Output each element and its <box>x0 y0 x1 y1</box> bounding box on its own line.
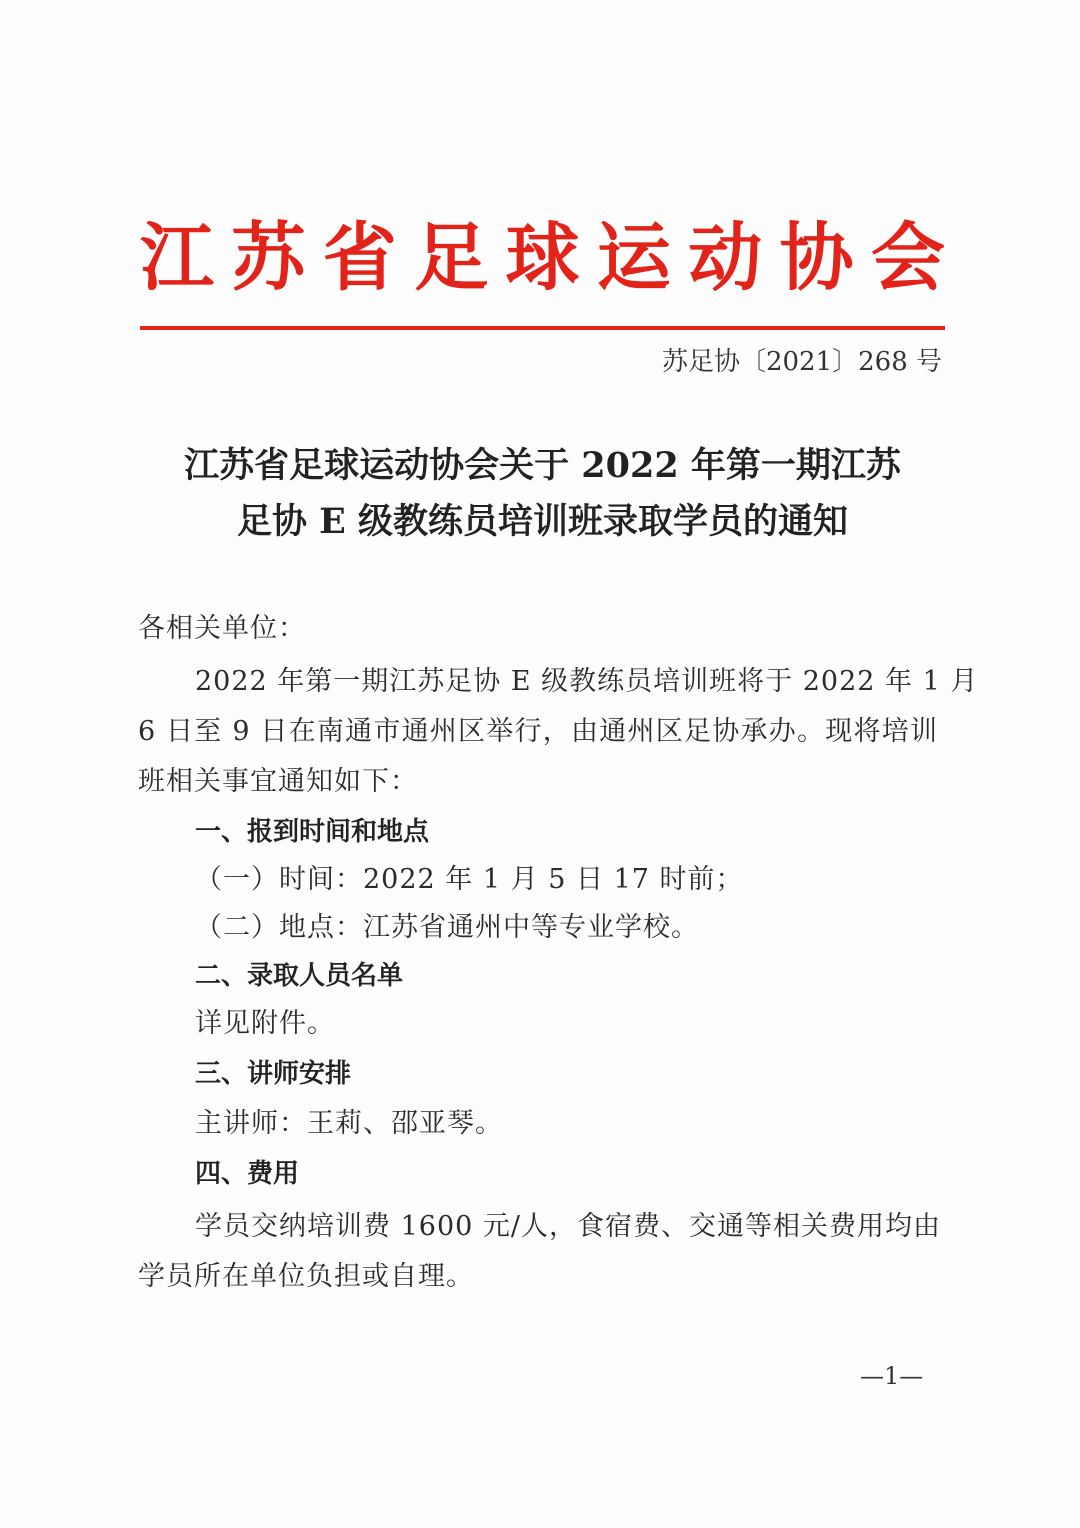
section-1-place: （二）地点：江苏省通州中等专业学校。 <box>195 912 699 943</box>
section-2-heading: 二、录取人员名单 <box>195 961 404 991</box>
section-4-line-2: 学员所在单位负担或自理。 <box>138 1261 474 1292</box>
section-3-heading: 三、讲师安排 <box>195 1059 352 1089</box>
section-4-line-1: 学员交纳培训费 1600 元/人，食宿费、交通等相关费用均由 <box>195 1211 941 1242</box>
intro-line-1: 2022 年第一期江苏足协 E 级教练员培训班将于 2022 年 1 月 <box>195 666 979 697</box>
intro-line-3: 班相关事宜通知如下： <box>138 766 418 797</box>
intro-line-2: 6 日至 9 日在南通市通州区举行，由通州区足协承办。现将培训 <box>138 716 938 747</box>
section-1-heading: 一、报到时间和地点 <box>195 817 430 847</box>
notice-title-line-1: 江苏省足球运动协会关于 2022 年第一期江苏 <box>184 445 901 486</box>
section-3-text: 主讲师：王莉、邵亚琴。 <box>195 1108 503 1139</box>
organization-name: 江苏省足球运动协会 <box>140 215 945 301</box>
section-1-time: （一）时间：2022 年 1 月 5 日 17 时前； <box>195 864 744 895</box>
salutation: 各相关单位： <box>138 613 306 644</box>
page-number: —1— <box>860 1362 924 1390</box>
section-2-text: 详见附件。 <box>195 1008 335 1039</box>
red-divider-line <box>140 326 945 330</box>
document-number: 苏足协〔2021〕268 号 <box>661 347 942 377</box>
notice-title-line-2: 足协 E 级教练员培训班录取学员的通知 <box>236 501 849 542</box>
section-4-heading: 四、费用 <box>195 1159 300 1189</box>
